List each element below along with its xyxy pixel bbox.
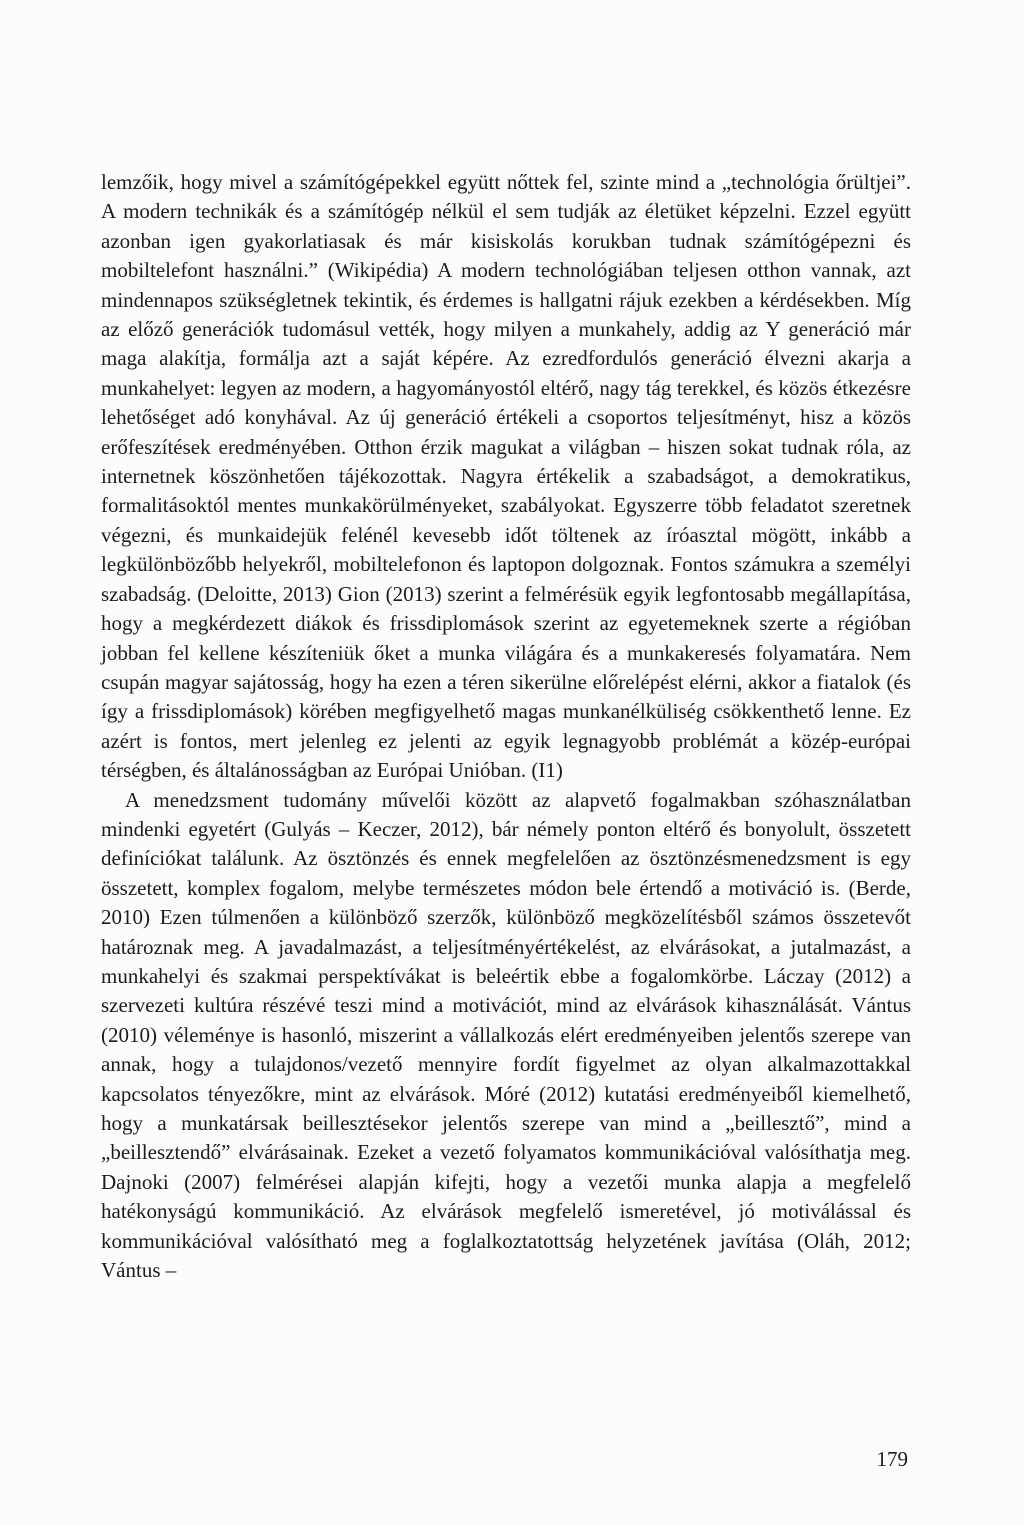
page-number: 179 (876, 1447, 908, 1471)
body-text (101, 168, 911, 1285)
paragraph-2: A menedzsment tudomány művelői között az alapvető fogalmakban szóhasználatban mindenki egyetért (Gulyás – Keczer, 2012), bár némely ponton eltérő és bonyolult, összetett definíciókat találunk. Az ösztönzés és ennek megfelelően az ösztönzésmenedzsment is egy összetett, komplex fogalom, melybe természetes módon bele értendő a motiváció is. (Berde, 2010) Ezen túlmenően a különböző szerzők, különböző megközelítésből számos összetevőt határoznak meg. A javadalmazást, a teljesítményértékelést, az elvárásokat, a jutalmazást, a munkahelyi és szakmai perspektívákat is beleértik ebbe a fogalomkörbe. Láczay (2012) a szervezeti kultúra részévé teszi mind a motivációt, mind az elvárások kihasználását. Vántus (2010) véleménye is hasonló, miszerint a vállalkozás elért eredményeiben jelentős szerepe van annak, hogy a tulajdonos/vezető mennyire fordít figyelmet az olyan alkalmazottakkal kapcsolatos tényezőkre, mint az elvárások. Móré (2012) kutatási eredményeiből kiemelhető, hogy a munkatársak beillesztésekor jelentős szerepe van mind a „beillesztő”, mind a „beillesztendő” elvárásainak. Ezeket a vezető folyamatos kommunikációval valósíthatja meg. Dajnoki (2007) felmérései alapján kifejti, hogy a vezetői munka alapja a megfelelő hatékonyságú kommunikáció. Az elvárások megfelelő ismeretével, jó motiválással és kommunikációval valósítható meg a foglalkoztatottság helyzetének javítása (Oláh, 2012; Vántus – (101, 787, 911, 1283)
paragraph-1: lemzőik, hogy mivel a számítógépekkel együtt nőttek fel, szinte mind a „technológia őrültjei”. A modern technikák és a számítógép nélkül el sem tudják az életüket képzelni. Ezzel együtt azonban igen gyakorlatiasak és már kisiskolás korukban tudnak számítógépezni és mobiltelefont használni.” (Wikipédia) A modern technológiában teljesen otthon vannak, azt mindennapos szükségletnek tekintik, és érdemes is hallgatni rájuk ezekben a kérdésekben. Míg az előző generációk tudomásul vették, hogy milyen a munkahely, addig az Y generáció már maga alakítja, formálja azt a saját képére. Az ezredfordulós generáció élvezni akarja a munkahelyet: legyen az modern, a hagyományostól eltérő, nagy tág terekkel, és közös étkezésre lehetőséget adó konyhával. Az új generáció értékeli a csoportos teljesítményt, hisz a közös erőfeszítések eredményében. Otthon érzik magukat a világban – hiszen sokat tudnak róla, az internetnek köszönhetően tájékozottak. Nagyra értékelik a szabadságot, a demokratikus, formalitásoktól mentes munkakörülményeket, szabályokat. Egyszerre több feladatot szeretnek végezni, és munkaidejük felénél kevesebb időt töltenek az íróasztal mögött, inkább a legkülönbözőbb helyekről, mobiltelefonon és laptopon dolgoznak. Fontos számukra a személyi szabadság. (Deloitte, 2013) Gion (2013) szerint a felmérésük egyik legfontosabb megállapítása, hogy a megkérdezett diákok és frissdiplomások szerint az egyetemeknek szerte a régióban jobban fel kellene készíteniük őket a munka világára és a munkakeresés folyamatára. Nem csupán magyar sajátosság, hogy ha ezen a téren sikerülne előrelépést elérni, akkor a fiatalok (és így a frissdiplomások) körében megfigyelhető magas munkanélküliség csökkenthető lenne. Ez azért is fontos, mert jelenleg ez jelenti az egyik legnagyobb problémát a közép-európai térségben, és általánosságban az Európai Unióban. (I1) (101, 170, 911, 783)
